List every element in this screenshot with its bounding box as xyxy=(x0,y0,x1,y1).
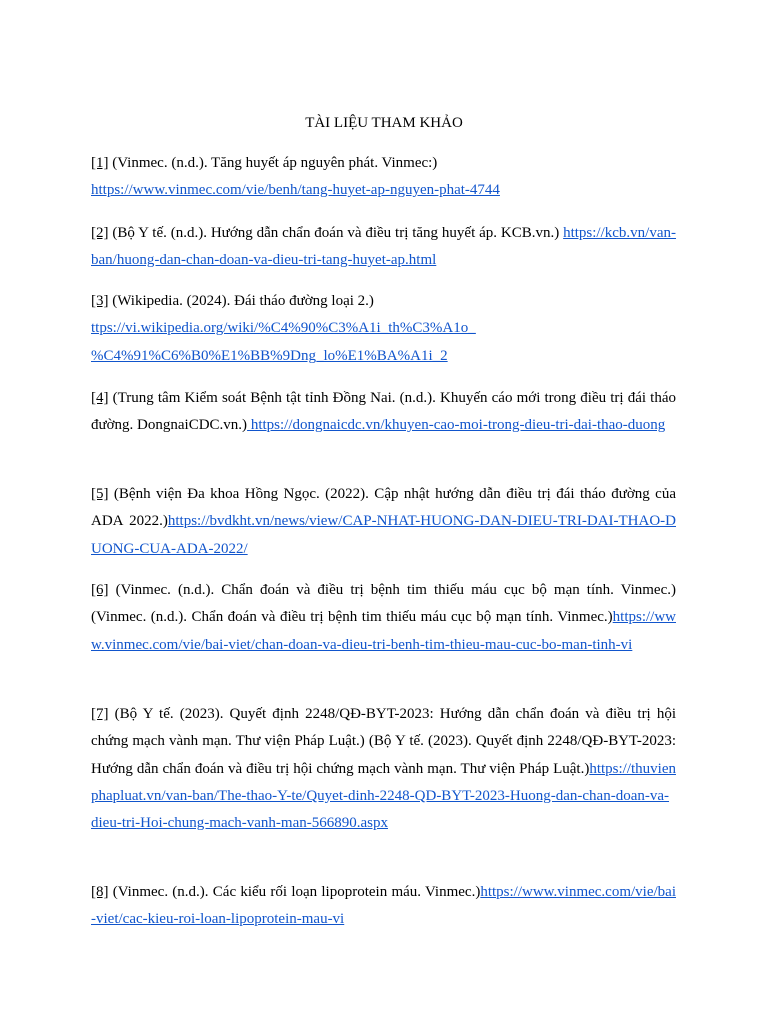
reference-text: (Vinmec. (n.d.). Chẩn đoán và điều trị bệnh tim thiếu máu cục bộ mạn tính. Vinmec.) (Vinmec. (n.d.). Chẩn đoán và điều trị bệnh tim thiếu máu cục bộ mạn tính. Vinmec.) xyxy=(91,582,676,626)
reference-3 xyxy=(91,288,676,370)
reference-number[interactable]: [1] xyxy=(91,155,109,171)
reference-link[interactable]: ttps://vi.wikipedia.org/wiki/%C4%90%C3%A1i_th%C3%A1o_ xyxy=(91,320,476,337)
reference-4 xyxy=(91,385,676,440)
reference-link[interactable]: https://dongnaicdc.vn/khuyen-cao-moi-trong-dieu-tri-dai-thao-duong xyxy=(247,417,666,434)
reference-2 xyxy=(91,220,676,275)
reference-text: (Vinmec. (n.d.). Tăng huyết áp nguyên phát. Vinmec:) xyxy=(108,155,438,171)
reference-number[interactable]: [4] xyxy=(91,390,109,406)
reference-text: (Bộ Y tế. (2023). Quyết định 2248/QĐ-BYT-2023: Hướng dẫn chẩn đoán và điều trị hội chứng mạch vành mạn. Thư viện Pháp Luật.) (Bộ Y tế. (2023). Quyết định 2248/QĐ-BYT-2023: Hướng dẫn chẩn đoán và điều trị hội chứng mạch vành mạn. Thư viện Pháp Luật.) xyxy=(91,706,676,777)
reference-number[interactable]: [5] xyxy=(91,486,109,502)
reference-number[interactable]: [2] xyxy=(91,225,109,241)
reference-link[interactable]: https://www.vinmec.com/vie/bai-viet/cac-kieu-roi-loan-lipoprotein-mau-vi xyxy=(91,884,676,928)
reference-text: (Trung tâm Kiểm soát Bệnh tật tỉnh Đồng Nai. (n.d.). Khuyến cáo mới trong điều trị đái tháo đường. DongnaiCDC.vn.) xyxy=(91,390,676,434)
reference-7 xyxy=(91,701,676,837)
reference-6 xyxy=(91,577,676,659)
reference-5 xyxy=(91,481,676,563)
reference-text: (Bộ Y tế. (n.d.). Hướng dẫn chẩn đoán và điều trị tăng huyết áp. KCB.vn.) xyxy=(108,225,564,241)
reference-link[interactable]: https://bvdkht.vn/news/view/CAP-NHAT-HUONG-DAN-DIEU-TRI-DAI-THAO-DUONG-CUA-ADA-2022/ xyxy=(91,513,676,557)
reference-text: (Bệnh viện Đa khoa Hồng Ngọc. (2022). Cập nhật hướng dẫn điều trị đái tháo đường của ADA 2022.) xyxy=(91,486,676,530)
reference-text: (Wikipedia. (2024). Đái tháo đường loại 2.) xyxy=(108,293,374,309)
reference-link[interactable]: https://www.vinmec.com/vie/bai-viet/chan-doan-va-dieu-tri-benh-tim-thieu-mau-cuc-bo-man-tinh-vi xyxy=(91,609,676,653)
reference-link[interactable]: https://thuvienphapluat.vn/van-ban/The-thao-Y-te/Quyet-dinh-2248-QD-BYT-2023-Huong-dan-chan-doan-va-dieu-tri-Hoi-chung-mach-vanh-man-566890.aspx xyxy=(91,760,676,832)
reference-link[interactable]: https://www.vinmec.com/vie/benh/tang-huyet-ap-nguyen-phat-4744 xyxy=(91,182,500,199)
reference-number[interactable]: [7] xyxy=(91,706,109,722)
reference-text: (Vinmec. (n.d.). Các kiểu rối loạn lipoprotein máu. Vinmec.) xyxy=(108,884,481,900)
reference-number[interactable]: [6] xyxy=(91,582,109,598)
reference-8 xyxy=(91,879,676,934)
reference-number[interactable]: [8] xyxy=(91,884,109,900)
reference-1 xyxy=(91,150,676,205)
reference-link[interactable]: https://kcb.vn/van-ban/huong-dan-chan-doan-va-dieu-tri-tang-huyet-ap.html xyxy=(91,225,676,269)
reference-link-continued[interactable]: %C4%91%C6%B0%E1%BB%9Dng_lo%E1%BA%A1i_2 xyxy=(91,347,448,364)
reference-number[interactable]: [3] xyxy=(91,293,109,309)
page-title: TÀI LIỆU THAM KHẢO xyxy=(305,115,463,131)
